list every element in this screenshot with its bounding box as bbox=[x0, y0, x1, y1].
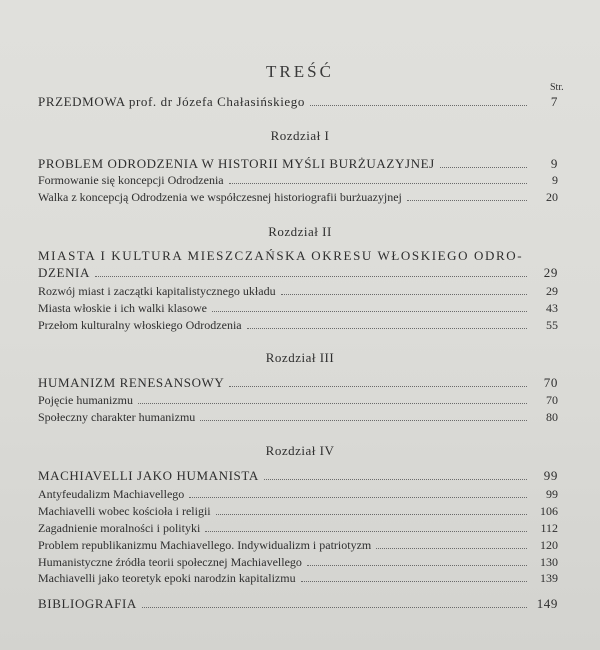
leader-dots bbox=[212, 300, 527, 312]
toc-entry-page: 29 bbox=[543, 265, 558, 280]
leader-dots bbox=[189, 486, 527, 498]
toc-entry-text: Machiavelli jako teoretyk epoki narodzin kapitalizmu bbox=[38, 571, 296, 585]
toc-entry-page: 120 bbox=[540, 538, 558, 552]
toc-entry bbox=[38, 317, 558, 333]
leader-dots bbox=[205, 520, 527, 532]
toc-entry-page: 70 bbox=[546, 393, 558, 407]
toc-entry-text: Antyfeudalizm Machiavellego bbox=[38, 487, 185, 501]
toc-entry-page: 20 bbox=[546, 190, 558, 204]
leader-dots bbox=[281, 283, 527, 295]
toc-entry-page: 149 bbox=[536, 596, 558, 611]
toc-entry bbox=[38, 300, 558, 316]
leader-dots bbox=[407, 189, 527, 201]
toc-entry bbox=[38, 486, 558, 502]
toc-entry-page: 99 bbox=[543, 468, 558, 483]
page-title: TREŚĆ bbox=[266, 62, 334, 81]
toc-entry-text: Miasta włoskie i ich walki klasowe bbox=[38, 301, 207, 315]
toc-entry bbox=[38, 554, 558, 570]
leader-dots bbox=[376, 537, 527, 549]
toc-entry bbox=[38, 537, 558, 553]
toc-entry-page: 70 bbox=[543, 375, 558, 390]
leader-dots bbox=[310, 94, 527, 106]
toc-entry-text: Machiavelli wobec kościoła i religii bbox=[38, 504, 211, 518]
leader-dots bbox=[216, 503, 527, 515]
leader-dots bbox=[264, 468, 527, 480]
chapter-label: Rozdział III bbox=[265, 350, 335, 365]
toc-entry-bibliography bbox=[38, 596, 558, 612]
leader-dots bbox=[229, 172, 527, 184]
toc-entry bbox=[38, 283, 558, 299]
chapter-label: Rozdział I bbox=[270, 128, 330, 143]
toc-entry-text: DZENIA bbox=[38, 265, 90, 280]
toc-entry-page: 130 bbox=[540, 555, 558, 569]
leader-dots bbox=[307, 554, 527, 566]
toc-entry-text: HUMANIZM RENESANSOWY bbox=[38, 375, 225, 390]
toc-entry-page: 99 bbox=[546, 487, 558, 501]
toc-entry-page: 139 bbox=[540, 571, 558, 585]
chapter-heading bbox=[38, 156, 558, 172]
toc-entry-page: 9 bbox=[552, 173, 558, 187]
chapter-label: Rozdział IV bbox=[265, 443, 335, 458]
toc-entry-text: PROBLEM ODRODZENIA W HISTORII MYŚLI BURŻUAZYJNEJ bbox=[38, 156, 435, 171]
toc-entry-page: 55 bbox=[546, 318, 558, 332]
toc-entry bbox=[38, 503, 558, 519]
chapter-heading-line: MIASTA I KULTURA MIESZCZAŃSKA OKRESU WŁOSKIEGO ODRO- bbox=[38, 248, 524, 263]
toc-entry-text: MACHIAVELLI JAKO HUMANISTA bbox=[38, 468, 259, 483]
toc-entry-text: Formowanie się koncepcji Odrodzenia bbox=[38, 173, 224, 187]
toc-entry-page: 29 bbox=[546, 284, 558, 298]
chapter-heading bbox=[38, 375, 558, 391]
leader-dots bbox=[247, 317, 527, 329]
toc-entry bbox=[38, 189, 558, 205]
toc-entry-page: 80 bbox=[546, 410, 558, 424]
leader-dots bbox=[95, 265, 527, 277]
toc-entry bbox=[38, 392, 558, 408]
toc-entry bbox=[38, 409, 558, 425]
leader-dots bbox=[440, 156, 527, 168]
chapter-heading bbox=[38, 265, 558, 281]
chapter-heading bbox=[38, 468, 558, 484]
toc-entry-page: 43 bbox=[546, 301, 558, 315]
leader-dots bbox=[229, 375, 527, 387]
toc-entry-preface bbox=[38, 94, 558, 110]
leader-dots bbox=[200, 409, 527, 421]
toc-entry-page: 9 bbox=[550, 156, 558, 171]
toc-entry bbox=[38, 570, 558, 586]
toc-entry-text: PRZEDMOWA prof. dr Józefa Chałasińskiego bbox=[38, 94, 305, 109]
toc-entry-text: Społeczny charakter humanizmu bbox=[38, 410, 196, 424]
toc-entry-text: BIBLIOGRAFIA bbox=[38, 596, 137, 611]
toc-entry-text: Problem republikanizmu Machiavellego. Indywidualizm i patriotyzm bbox=[38, 538, 372, 552]
toc-entry-text: Humanistyczne źródła teorii społecznej Machiavellego bbox=[38, 555, 302, 569]
toc-entry-text: Zagadnienie moralności i polityki bbox=[38, 521, 201, 535]
toc-entry bbox=[38, 172, 558, 188]
toc-entry-page: 106 bbox=[540, 504, 558, 518]
toc-entry-text: Przełom kulturalny włoskiego Odrodzenia bbox=[38, 318, 242, 332]
chapter-label: Rozdział II bbox=[268, 224, 332, 239]
toc-entry-text: Rozwój miast i zaczątki kapitalistycznego układu bbox=[38, 284, 276, 298]
toc-entry-text: Walka z koncepcją Odrodzenia we współczesnej historiografii burżuazyjnej bbox=[38, 190, 402, 204]
leader-dots bbox=[138, 392, 527, 404]
toc-entry bbox=[38, 520, 558, 536]
leader-dots bbox=[301, 570, 527, 582]
toc-entry-page: 112 bbox=[540, 521, 558, 535]
leader-dots bbox=[142, 596, 527, 608]
toc-entry-page: 7 bbox=[550, 94, 558, 109]
toc-entry-text: Pojęcie humanizmu bbox=[38, 393, 133, 407]
page-column-header: Str. bbox=[550, 82, 564, 93]
